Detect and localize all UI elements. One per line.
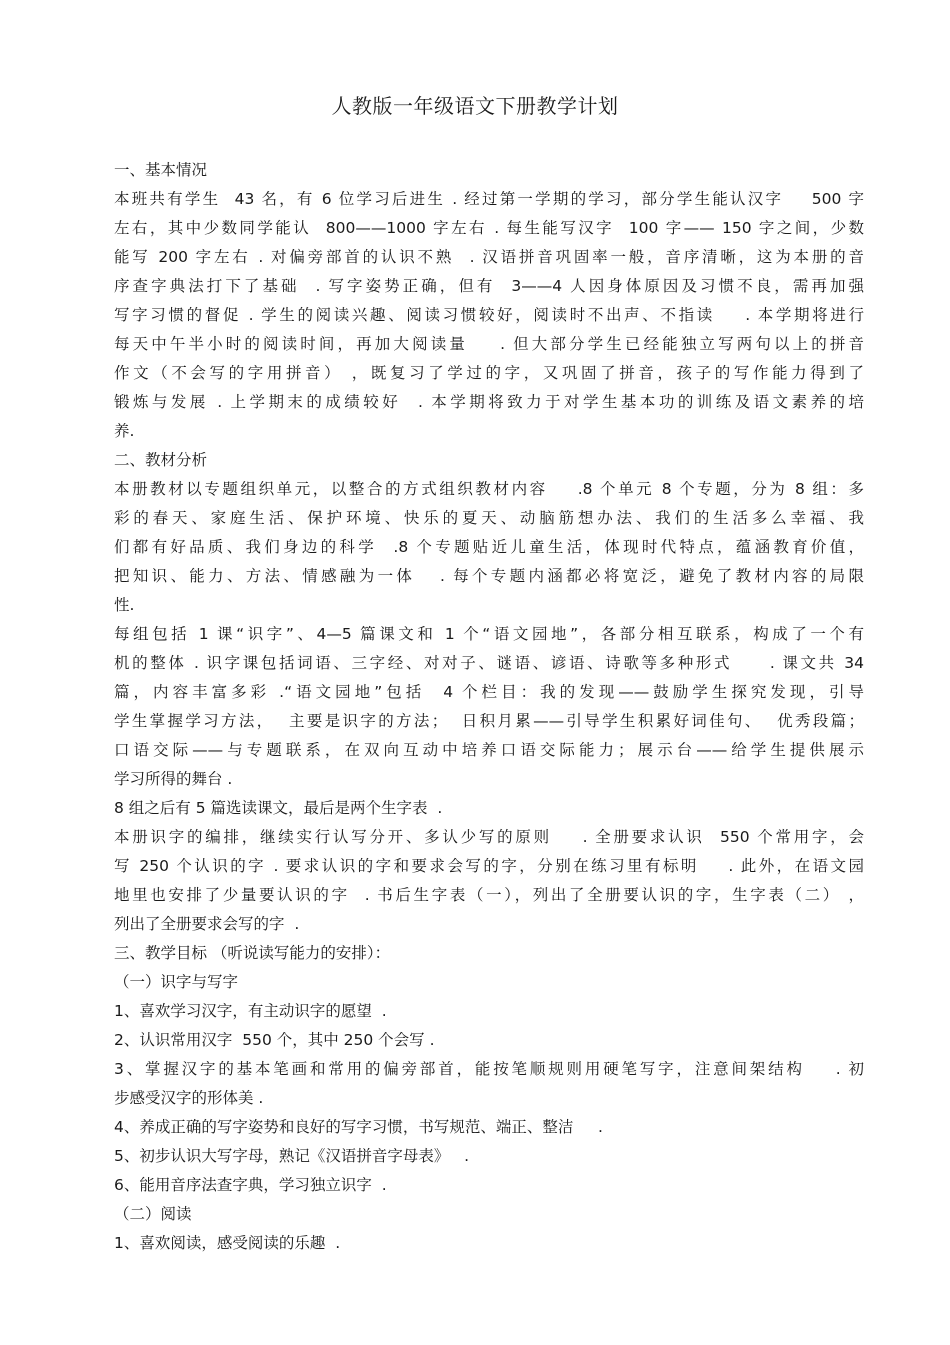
text-line: 把知识、能力、方法、情感融为一体 . 每个专题内涵都必将宽泛，避免了教材内容的局限 (114, 567, 864, 585)
text-line: 学生掌握学习方法， 主要是识字的方法； 日积月累——引导学生积累好词佳句、 优秀段篇； (114, 712, 864, 730)
text-line: 三、教学目标 （听说读写能力的安排）： (114, 944, 391, 962)
text-line: 列出了全册要求会写的字 . (114, 915, 300, 933)
text-line: 学习所得的舞台 . (114, 770, 233, 788)
text-line: 写字习惯的督促 . 学生的阅读兴趣、阅读习惯较好，阅读时不出声、不指读 . 本学期将进行 (114, 306, 864, 324)
text-line: 本册识字的编排，继续实行认写分开、多认少写的原则 . 全册要求认识 550 个常用字，会 (114, 828, 864, 846)
text-line: 二、教材分析 (114, 451, 208, 469)
text-line: 们都有好品质、我们身边的科学 .8 个专题贴近儿童生活，体现时代特点，蕴涵教育价值， (114, 538, 864, 556)
text-line: 1、喜欢学习汉字，有主动识字的愿望 . (114, 1002, 387, 1020)
text-line: 能写 200 字左右 . 对偏旁部首的认识不熟 . 汉语拼音巩固率一般，音序清晰，这为本册的音 (114, 248, 864, 266)
text-line: 本班共有学生 43 名，有 6 位学习后进生 . 经过第一学期的学习，部分学生能认汉字 500 字 (114, 190, 864, 208)
text-line: 作文（不会写的字用拼音） ，既复习了学过的字，又巩固了拼音，孩子的写作能力得到了 (114, 364, 864, 382)
text-line: 5、初步认识大写字母，熟记《汉语拼音字母表》 . (114, 1147, 470, 1165)
text-line: 锻炼与发展 . 上学期末的成绩较好 . 本学期将致力于对学生基本功的训练及语文素养的培 (114, 393, 864, 411)
text-line: 口语交际——与专题联系，在双向互动中培养口语交际能力；展示台——给学生提供展示 (114, 741, 864, 759)
text-line: 4、养成正确的写字姿势和良好的写字习惯，书写规范、端正、整洁 . (114, 1118, 603, 1136)
text-line: 彩的春天、家庭生活、保护环境、快乐的夏天、动脑筋想办法、我们的生活多么幸福、我 (114, 509, 864, 527)
document-body (114, 156, 864, 1258)
text-line: 6、能用音序法查字典，学习独立识字 . (114, 1176, 387, 1194)
text-line: 左右，其中少数同学能认 800——1000 字左右 . 每生能写汉字 100 字—— 150 字之间，少数 (114, 219, 864, 237)
text-line: （一）识字与写字 (114, 973, 239, 991)
text-line: 地里也安排了少量要认识的字 . 书后生字表（一），列出了全册要认识的字，生字表（二） ， (114, 886, 864, 904)
text-line: 步感受汉字的形体美 . (114, 1089, 264, 1107)
text-line: 写 250 个认识的字 . 要求认识的字和要求会写的字，分别在练习里有标明 . 此外，在语文园 (114, 857, 864, 875)
text-line: 3、掌握汉字的基本笔画和常用的偏旁部首，能按笔顺规则用硬笔写字，注意间架结构 . 初 (114, 1060, 864, 1078)
text-line: 每天中午半小时的阅读时间，再加大阅读量 . 但大部分学生已经能独立写两句以上的拼音 (114, 335, 864, 353)
text-line: 机的整体 . 识字课包括词语、三字经、对对子、谜语、谚语、诗歌等多种形式 . 课文共 34 (114, 654, 864, 672)
text-line: 每组包括 1 课“识字”、4—5 篇课文和 1 个“语文园地”，各部分相互联系，构成了一个有 (114, 625, 864, 643)
text-line: 篇，内容丰富多彩 .“语文园地”包括 4 个栏目：我的发现——鼓励学生探究发现，引导 (114, 683, 864, 701)
text-line: 序查字典法打下了基础 . 写字姿势正确，但有 3——4 人因身体原因及习惯不良，需再加强 (114, 277, 864, 295)
text-line: （二）阅读 (114, 1205, 192, 1223)
text-line: 养. (114, 422, 135, 440)
document-title: 人教版一年级语文下册教学计划 (331, 94, 619, 118)
text-line: 一、基本情况 (114, 161, 208, 179)
text-line: 1、喜欢阅读，感受阅读的乐趣 . (114, 1234, 341, 1252)
text-line: 性. (114, 596, 135, 614)
text-line: 本册教材以专题组织单元，以整合的方式组织教材内容 .8 个单元 8 个专题，分为 8 组：多 (114, 480, 864, 498)
text-line: 2、认识常用汉字 550 个，其中 250 个会写 . (114, 1031, 435, 1049)
text-line: 8 组之后有 5 篇选读课文，最后是两个生字表 . (114, 799, 443, 817)
